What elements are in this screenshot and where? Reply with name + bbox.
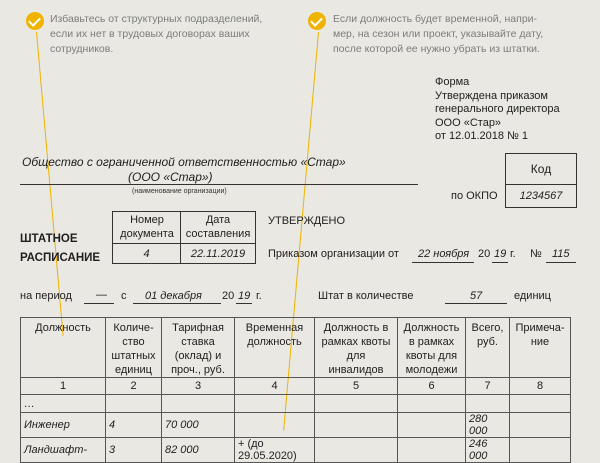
table-cell: Инженер (21, 413, 106, 438)
table-cell (466, 395, 510, 413)
table-cell: Ландшафт- (21, 438, 106, 463)
table-cell: 3 (106, 438, 162, 463)
table-cell (315, 413, 398, 438)
table-row (21, 395, 571, 413)
col-number: 3 (162, 378, 235, 395)
col-header: Должность в рамках квоты для инвалидов (315, 318, 398, 378)
col-number: 2 (106, 378, 162, 395)
table-cell (510, 438, 571, 463)
table-cell (510, 395, 571, 413)
table-cell: 246 000 (466, 438, 510, 463)
table-cell: 82 000 (162, 438, 235, 463)
col-number: 5 (315, 378, 398, 395)
order-year-prefix: 20 (478, 248, 491, 260)
table-cell: + (до 29.05.2020) (235, 438, 315, 463)
period-from: 01 декабря (145, 290, 202, 302)
table-cell (162, 395, 235, 413)
org-short-name: (ООО «Стар») (128, 170, 213, 184)
col-header: Количе-ство штатных единиц (106, 318, 162, 378)
table-row (21, 413, 571, 438)
org-underline (20, 184, 418, 185)
period-year-underline (236, 303, 252, 304)
order-number: 115 (552, 248, 570, 260)
col-header: Всего, руб. (466, 318, 510, 378)
tip-temporary-position: Если должность будет временной, напри- мер, на сезон или проект, указывайте дату, после которой ее нужно убрать из штатки. (333, 13, 544, 55)
table-cell (510, 413, 571, 438)
col-number: 4 (235, 378, 315, 395)
table-cell (235, 413, 315, 438)
okpo-label: по ОКПО (451, 190, 498, 202)
col-header: Временная должность (235, 318, 315, 378)
org-caption: (наименование организации) (132, 188, 227, 195)
order-day-underline (412, 262, 474, 263)
table-cell (398, 438, 466, 463)
check-icon (26, 12, 44, 30)
doc-number-label: Номер документа (120, 214, 174, 240)
code-header: Код (530, 162, 552, 176)
col-number: 6 (398, 378, 466, 395)
staff-underline (445, 303, 507, 304)
period-dash: — (96, 289, 107, 301)
staff-label: Штат в количестве (318, 290, 414, 302)
doc-date-value: 22.11.2019 (190, 248, 246, 260)
order-day: 22 ноября (418, 248, 470, 260)
table-cell: … (21, 395, 106, 413)
period-year: 19 (238, 290, 251, 302)
table-cell (315, 395, 398, 413)
period-year-prefix: 20 (222, 290, 235, 302)
col-header: Примеча-ние (510, 318, 571, 378)
order-year: 19 (494, 248, 507, 260)
form-info: Форма Утверждена приказом генерального директора ООО «Стар» от 12.01.2018 № 1 (435, 76, 560, 142)
col-number: 7 (466, 378, 510, 395)
okpo-value: 1234567 (519, 190, 563, 202)
table-cell (315, 438, 398, 463)
table-cell (398, 413, 466, 438)
table-cell: 4 (106, 413, 162, 438)
period-from-label: с (121, 290, 127, 302)
table-number-row (21, 378, 571, 395)
period-from-underline (133, 303, 221, 304)
staff-units: единиц (514, 290, 551, 302)
order-year-suffix: г. (510, 248, 516, 260)
staffing-table (20, 317, 571, 463)
table-cell (398, 395, 466, 413)
table-cell (235, 395, 315, 413)
col-header: Должность в рамках квоты для молодежи (398, 318, 466, 378)
approved-label: УТВЕРЖДЕНО (268, 215, 346, 227)
col-number: 8 (510, 378, 571, 395)
order-number-underline (546, 262, 576, 263)
table-cell: 280 000 (466, 413, 510, 438)
org-name: Общество с ограниченной ответственностью «Стар» (22, 155, 346, 169)
order-label: Приказом организации от (268, 248, 399, 260)
order-number-label: № (530, 248, 542, 260)
table-header-row (21, 318, 571, 378)
table-row (21, 438, 571, 463)
document-title: ШТАТНОЕ РАСПИСАНИЕ (20, 233, 101, 264)
table-cell (106, 395, 162, 413)
order-year-underline (492, 262, 508, 263)
col-header: Должность (21, 318, 106, 378)
staff-count: 57 (470, 290, 483, 302)
table-cell: 70 000 (162, 413, 235, 438)
period-year-suffix: г. (256, 290, 262, 302)
col-header: Тарифная ставка (оклад) и проч., руб. (162, 318, 235, 378)
col-number: 1 (21, 378, 106, 395)
check-icon (308, 12, 326, 30)
doc-number-value: 4 (143, 248, 150, 260)
tip-structural-units: Избавьтесь от структурных подразделений, если их нет в трудовых договорах ваших сотрудников. (50, 13, 263, 55)
period-label: на период (20, 290, 72, 302)
doc-date-label: Дата составления (185, 214, 251, 240)
period-dash-underline (84, 303, 114, 304)
